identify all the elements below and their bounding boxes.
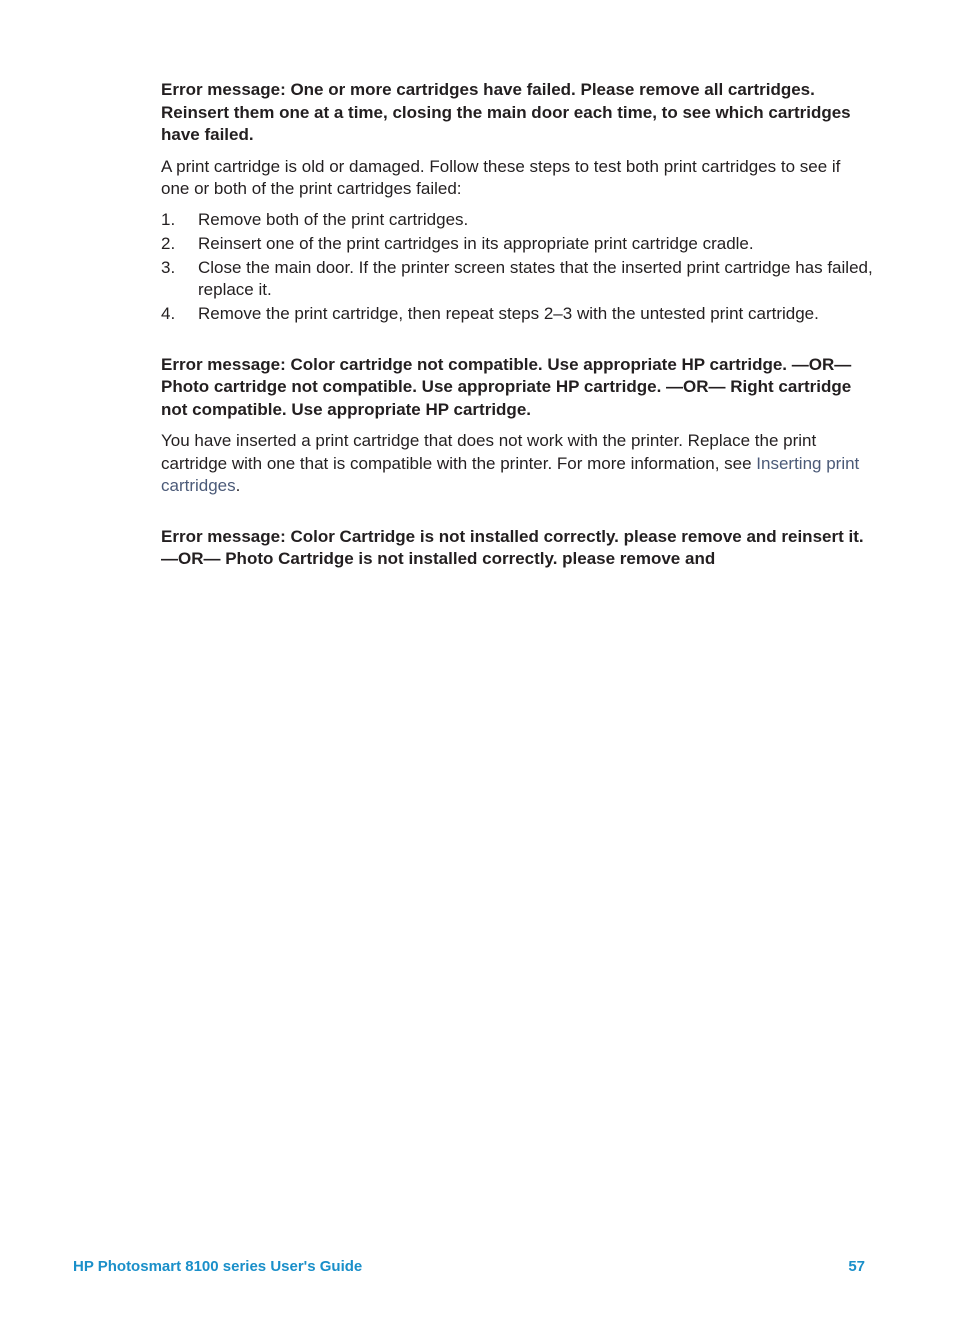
page-number: 57 [848,1258,865,1275]
list-item [161,303,873,326]
section1-intro: A print cartridge is old or damaged. Follow these steps to test both print cartridges to see if one or both of the print cartridges failed: [161,156,841,198]
section2-body-text: You have inserted a print cartridge that does not work with the printer. Replace the print cartridge with one that is compatible with the printer. For more information, see [161,431,817,473]
step-text: Reinsert one of the print cartridges in its appropriate print cartridge cradle. [198,233,754,253]
footer-title: HP Photosmart 8100 series User's Guide [73,1258,363,1275]
section1-heading: Error message: One or more cartridges have failed. Please remove all cartridges. Reinsert them one at a time, closing the main door each time, to see which cartridges have failed. [161,80,851,144]
steps-list [161,209,873,326]
step-number: 4. [161,304,176,323]
page-footer [73,1258,865,1275]
list-item [161,233,873,256]
step-number: 1. [161,209,176,229]
list-item [161,209,873,232]
list-item [161,257,873,302]
section2-body [161,430,873,498]
inserting-cartridges-link[interactable]: Inserting print cartridges [161,453,860,495]
section2-body-end: . [235,476,241,495]
section2-heading: Error message: Color cartridge not compatible. Use appropriate HP cartridge. —OR— Photo cartridge not compatible. Use appropriate HP cartridge. —OR— Right cartridge not compatible. Use appropriate HP cartridge. [161,354,852,419]
step-number: 3. [161,257,176,277]
step-number: 2. [161,233,176,253]
step-text: Close the main door. If the printer screen states that the inserted print cartridge has failed, replace it. [198,257,873,299]
step-text: Remove both of the print cartridges. [198,209,469,229]
section3-heading: Error message: Color Cartridge is not installed correctly. please remove and reinsert it. —OR— Photo Cartridge is not installed correctly. please remove and [161,526,864,568]
step-text: Remove the print cartridge, then repeat steps 2–3 with the untested print cartridge. [198,304,819,323]
page-content [161,79,873,571]
